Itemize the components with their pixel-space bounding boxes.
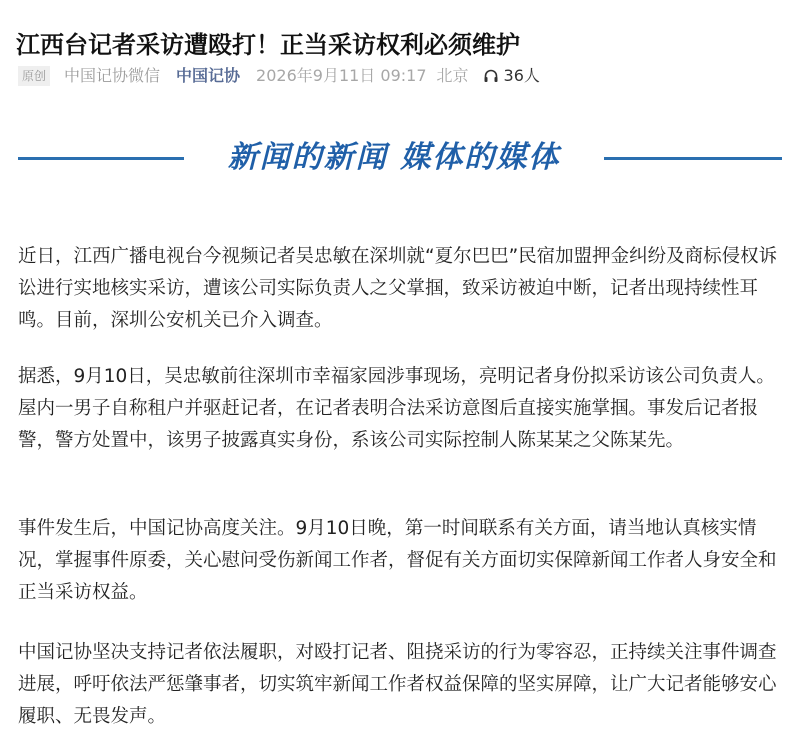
paragraph-1: 近日，江西广播电视台今视频记者吴忠敏在深圳就“夏尔巴巴”民宿加盟押金纠纷及商标侵权诉讼进行实地核实采访，遭该公司实际负责人之父掌掴，致采访被迫中断，记者出现持续性耳鸣。目前，深圳公安机关已介入调查。 [18, 245, 778, 331]
article-meta [18, 64, 540, 88]
article-title: 江西台记者采访遭殴打！正当采访权利必须维护 [16, 31, 520, 60]
publish-datetime: 2026年9月11日 09:17 [256, 66, 427, 85]
publish-location: 北京 [436, 66, 469, 85]
banner [18, 130, 782, 190]
source-label: 中国记协微信 [64, 66, 161, 85]
paragraph-4: 中国记协坚决支持记者依法履职，对殴打记者、阻挠采访的行为零容忍，正持续关注事件调查进展，呼吁依法严惩肇事者，切实筑牢新闻工作者权益保障的坚实屏障，让广大记者能够安心履职、无畏发声。 [18, 641, 777, 727]
headphones-icon [483, 68, 499, 84]
listen-count-text: 36人 [503, 66, 540, 85]
banner-line-right [604, 157, 782, 160]
banner-line-left [18, 157, 184, 160]
banner-caption: 新闻的新闻 媒体的媒体 [227, 140, 561, 175]
account-link[interactable]: 中国记协 [176, 66, 241, 85]
paragraph-3: 事件发生后，中国记协高度关注。9月10日晚，第一时间联系有关方面，请当地认真核实情况，掌握事件原委，关心慰问受伤新闻工作者，督促有关方面切实保障新闻工作者人身安全和正当采访权益。 [18, 517, 777, 603]
original-badge: 原创 [18, 66, 50, 86]
paragraph-2: 据悉，9月10日，吴忠敏前往深圳市幸福家园涉事现场，亮明记者身份拟采访该公司负责人。屋内一男子自称租户并驱赶记者，在记者表明合法采访意图后直接实施掌掴。事发后记者报警，警方处置中，该男子披露真实身份，系该公司实际控制人陈某某之父陈某先。 [18, 365, 775, 451]
listen-count[interactable] [483, 64, 540, 88]
